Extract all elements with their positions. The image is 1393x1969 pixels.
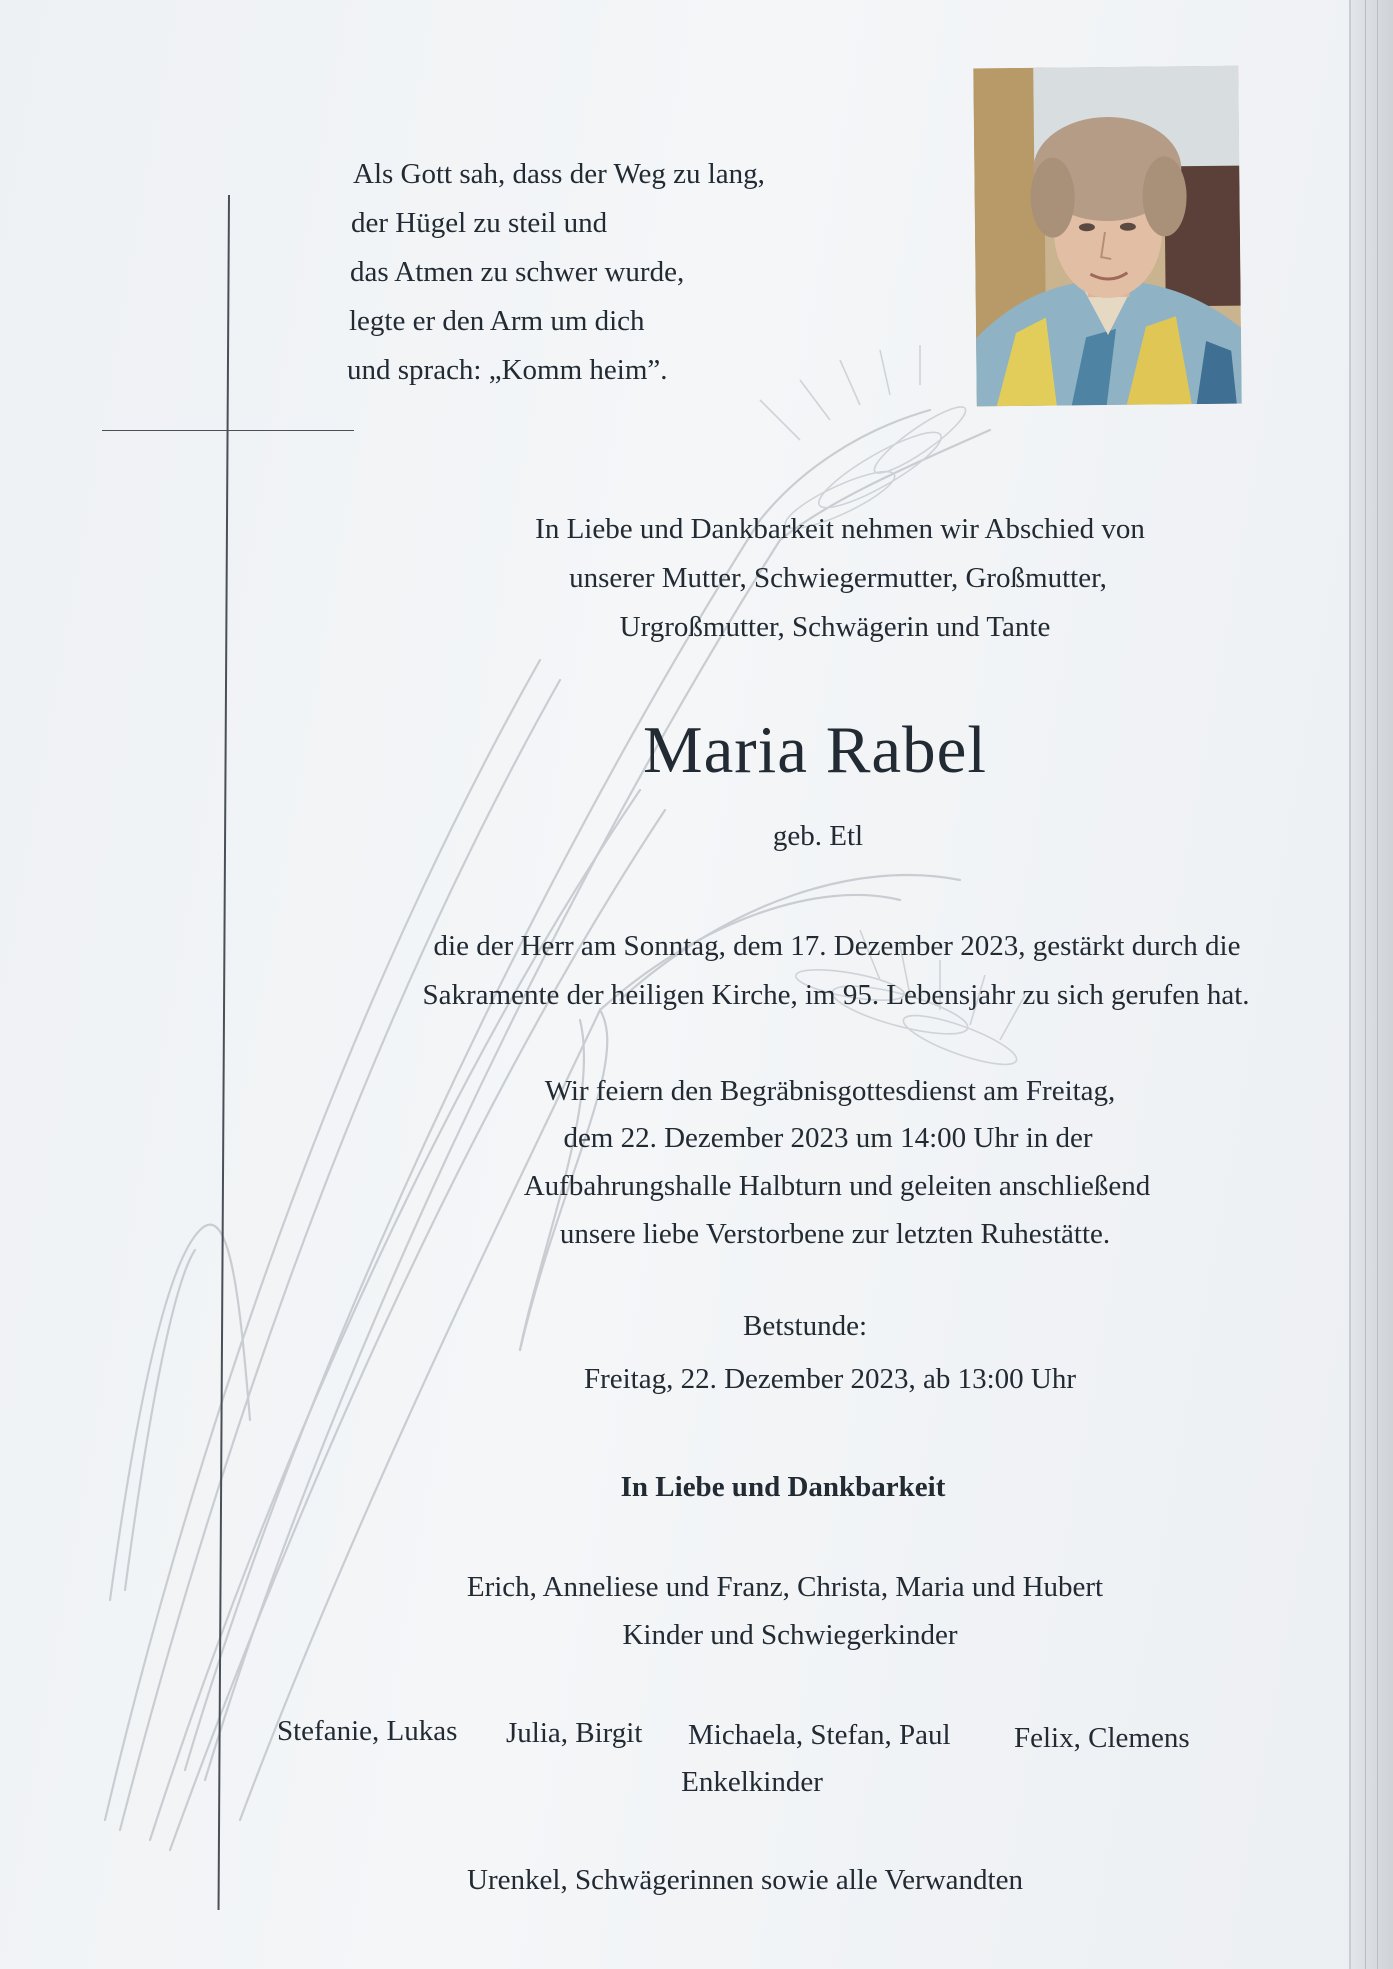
birth-name: geb. Etl bbox=[772, 820, 864, 852]
intro-line: unserer Mutter, Schwiegermutter, Großmutter, bbox=[569, 562, 1107, 594]
funeral-line: Aufbahrungshalle Halbturn und geleiten anschließend bbox=[523, 1170, 1151, 1202]
death-notice-line: Sakramente der heiligen Kirche, im 95. Lebensjahr zu sich gerufen hat. bbox=[422, 979, 1250, 1011]
closing-line: In Liebe und Dankbarkeit bbox=[620, 1471, 946, 1503]
cross-horizontal-line bbox=[102, 430, 354, 431]
poem-line: und sprach: „Komm heim”. bbox=[347, 354, 668, 386]
deceased-name: Maria Rabel bbox=[642, 713, 988, 787]
death-notice-line: die der Herr am Sonntag, dem 17. Dezember 2023, gestärkt durch die bbox=[433, 930, 1241, 962]
edge-line bbox=[1365, 0, 1366, 1969]
poem-line: Als Gott sah, dass der Weg zu lang, bbox=[353, 158, 765, 190]
grandchild-group: Julia, Birgit bbox=[506, 1717, 643, 1749]
grandchild-group: Michaela, Stefan, Paul bbox=[688, 1719, 951, 1751]
edge-line bbox=[1377, 0, 1378, 1969]
children-names: Erich, Anneliese und Franz, Christa, Maria und Hubert bbox=[466, 1571, 1104, 1603]
poem-line: das Atmen zu schwer wurde, bbox=[350, 256, 685, 288]
funeral-line: unsere liebe Verstorbene zur letzten Ruhestätte. bbox=[559, 1218, 1111, 1250]
portrait-photo bbox=[973, 66, 1242, 407]
funeral-line: Wir feiern den Begräbnisgottesdienst am Freitag, bbox=[544, 1075, 1116, 1107]
poem-line: legte er den Arm um dich bbox=[349, 305, 645, 337]
grandchild-group: Stefanie, Lukas bbox=[277, 1715, 458, 1747]
funeral-line: dem 22. Dezember 2023 um 14:00 Uhr in der bbox=[563, 1122, 1093, 1154]
grandchild-group: Felix, Clemens bbox=[1014, 1722, 1190, 1754]
children-role: Kinder und Schwiegerkinder bbox=[622, 1619, 958, 1651]
intro-line: In Liebe und Dankbarkeit nehmen wir Abschied von bbox=[535, 513, 1145, 545]
grandchildren-role: Enkelkinder bbox=[681, 1766, 823, 1798]
paper-edge bbox=[1349, 0, 1393, 1969]
prayer-time: Freitag, 22. Dezember 2023, ab 13:00 Uhr bbox=[583, 1363, 1077, 1395]
poem-line: der Hügel zu steil und bbox=[351, 207, 608, 239]
prayer-label: Betstunde: bbox=[742, 1310, 868, 1342]
intro-line: Urgroßmutter, Schwägerin und Tante bbox=[619, 611, 1051, 643]
other-relatives: Urenkel, Schwägerinnen sowie alle Verwandten bbox=[467, 1864, 1023, 1896]
portrait-illustration bbox=[973, 66, 1242, 407]
